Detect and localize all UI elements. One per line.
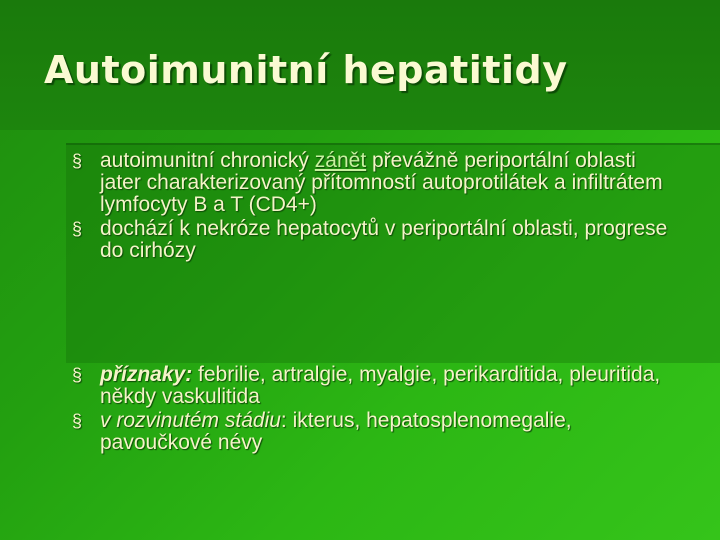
bullet-label: v rozvinutém stádiu xyxy=(100,409,281,432)
inflammation-link[interactable]: zánět xyxy=(314,149,367,172)
section-bullet-icon: § xyxy=(72,411,83,431)
bullet-item-necrosis xyxy=(72,218,672,262)
slide-title: Autoimunitní hepatitidy xyxy=(44,48,568,92)
section-bullet-icon: § xyxy=(72,219,83,239)
bullet-text: autoimunitní chronický xyxy=(100,149,315,172)
bullet-text: dochází k nekróze hepatocytů v periportální oblasti, progrese do cirhózy xyxy=(100,217,668,262)
bullet-list-primary xyxy=(72,150,672,264)
bullet-item-advanced-stage xyxy=(72,410,672,454)
bullet-item-symptoms xyxy=(72,364,672,408)
bullet-text: převážně periportální oblasti jater charakterizovaný přítomností autoprotilátek a infiltrátem lymfocyty B a T (CD4+) xyxy=(100,149,663,216)
bullet-item-definition xyxy=(72,150,672,216)
bullet-text: : ikterus, hepatosplenomegalie, pavoučkové névy xyxy=(100,409,572,454)
section-bullet-icon: § xyxy=(72,151,83,171)
section-bullet-icon: § xyxy=(72,365,83,385)
bullet-text: febrilie, artralgie, myalgie, perikarditida, pleuritida, někdy vaskulitida xyxy=(100,363,661,408)
bullet-label: příznaky: xyxy=(100,363,193,386)
bullet-list-secondary xyxy=(72,364,672,456)
